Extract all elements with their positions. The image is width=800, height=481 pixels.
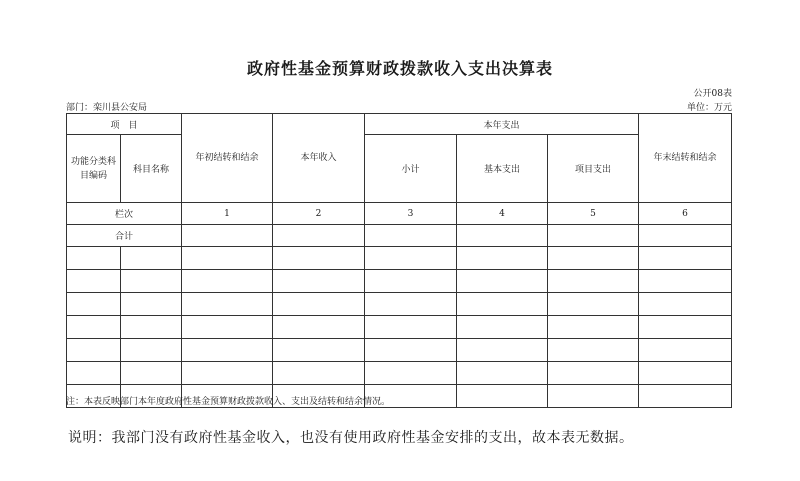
table-cell [273,339,365,362]
table-cell [121,270,182,293]
table-cell [273,225,365,247]
table-row [67,339,732,362]
table-cell [121,247,182,270]
table-cell [548,225,639,247]
budget-table [66,113,732,408]
table-note: 注：本表反映部门本年度政府性基金预算财政拨款收入、支出及结转和结余情况。 [66,397,391,407]
table-cell [365,225,457,247]
table-cell [548,247,639,270]
table-cell [67,247,121,270]
table-cell [457,339,548,362]
total-row [67,225,732,247]
table-cell [457,225,548,247]
table-row [67,247,732,270]
table-row [67,316,732,339]
table-row [67,270,732,293]
table-cell [365,270,457,293]
index-col-4: 4 [457,203,548,225]
table-cell [457,385,548,408]
table-row [67,362,732,385]
header-income: 本年收入 [273,114,365,203]
table-cell [182,247,273,270]
table-cell [182,293,273,316]
table-cell [273,270,365,293]
header-subtotal: 小计 [365,135,457,203]
table-cell [548,362,639,385]
table-cell [548,270,639,293]
table-cell [182,339,273,362]
table-cell [121,316,182,339]
table-cell [273,362,365,385]
header-subject-name: 科目名称 [121,135,182,203]
table-cell [273,247,365,270]
header-expense-group: 本年支出 [365,114,639,135]
table-cell [121,362,182,385]
index-col-1: 1 [182,203,273,225]
table-cell [548,316,639,339]
header-row-1 [67,114,732,135]
table-cell [639,293,732,316]
index-row-label: 栏次 [67,203,182,225]
table-cell [457,293,548,316]
table-cell [639,339,732,362]
table-cell [457,362,548,385]
table-cell [182,362,273,385]
explanation-text: 说明：我部门没有政府性基金收入，也没有使用政府性基金安排的支出，故本表无数据。 [68,430,634,446]
table-cell [121,293,182,316]
unit-label: 单位：万元 [686,103,732,113]
index-col-5: 5 [548,203,639,225]
table-cell [273,316,365,339]
table-cell [365,339,457,362]
table-cell [639,225,732,247]
table-cell [365,316,457,339]
header-basic-expense: 基本支出 [457,135,548,203]
table-cell [457,316,548,339]
table-cell [365,247,457,270]
table-cell [67,339,121,362]
table-cell [548,339,639,362]
table-cell [639,385,732,408]
table-cell [639,270,732,293]
table-cell [182,225,273,247]
header-begin-balance: 年初结转和结余 [182,114,273,203]
header-end-balance: 年末结转和结余 [639,114,732,203]
table-cell [67,362,121,385]
table-cell [121,339,182,362]
table-cell [639,362,732,385]
table-cell [639,316,732,339]
total-row-label: 合计 [67,225,182,247]
table-cell [182,316,273,339]
document-title: 政府性基金预算财政拨款收入支出决算表 [246,59,553,78]
index-col-2: 2 [273,203,365,225]
table-cell [273,293,365,316]
table-cell [67,293,121,316]
table-cell [67,270,121,293]
table-cell [67,316,121,339]
table-cell [639,247,732,270]
header-project-expense: 项目支出 [548,135,639,203]
table-cell [365,293,457,316]
header-item: 项 目 [67,114,182,135]
index-col-6: 6 [639,203,732,225]
header-row-2 [67,135,732,183]
table-cell [457,270,548,293]
table-cell [457,247,548,270]
index-row [67,203,732,225]
table-cell [548,385,639,408]
header-func-code: 功能分类科目编码 [67,135,121,203]
table-cell [365,362,457,385]
table-row [67,293,732,316]
index-col-3: 3 [365,203,457,225]
department-label: 部门：栾川县公安局 [66,103,148,113]
table-cell [548,293,639,316]
form-number: 公开08表 [693,89,732,99]
table-cell [182,270,273,293]
